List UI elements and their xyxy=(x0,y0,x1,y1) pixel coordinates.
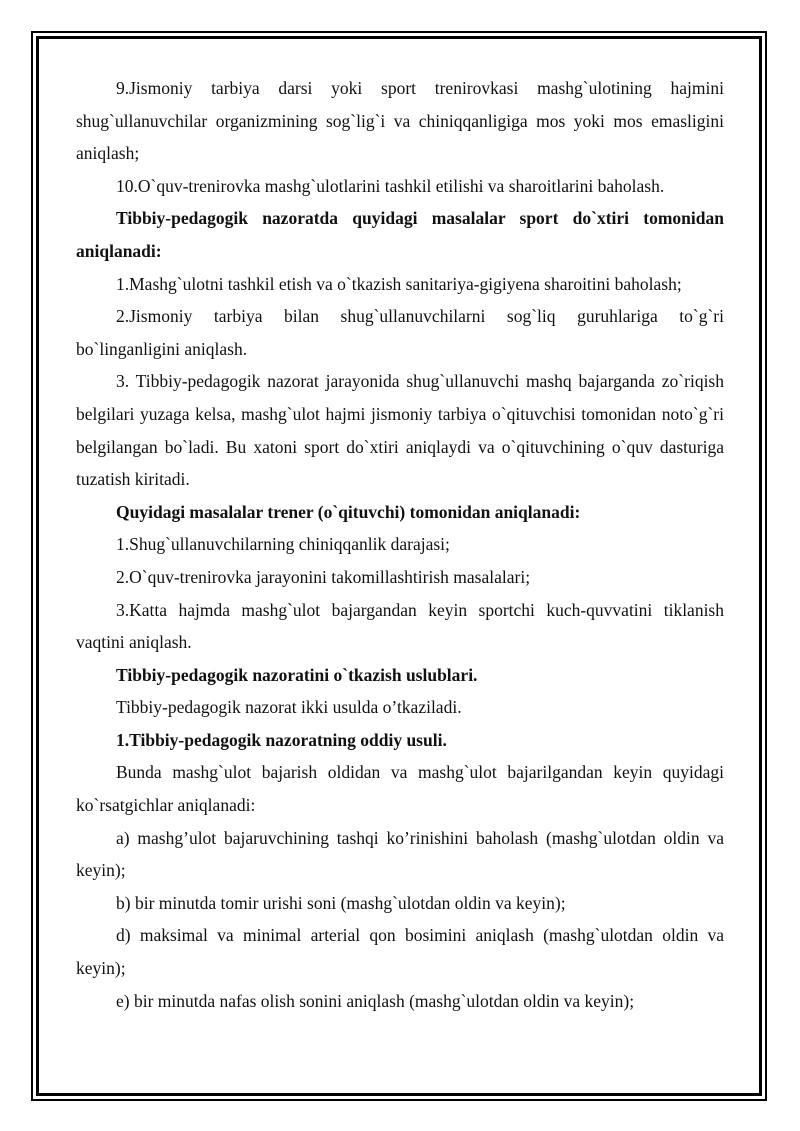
paragraph-indicator-a: a) mashg’ulot bajaruvchining tashqi ko’rinishini baholash (mashg`ulotdan oldin va keyin); xyxy=(76,827,724,881)
paragraph-indicator-e: e) bir minutda nafas olish sonini aniqlash (mashg`ulotdan oldin va keyin); xyxy=(116,990,635,1011)
paragraph-item-9: 9.Jismoniy tarbiya darsi yoki sport trenirovkasi mashg`ulotining hajmini shug`ullanuvchilar organizmining sog`lig`i va chiniqqanligiga mos yoki mos emasligini aniqlash; xyxy=(76,78,724,164)
paragraph-trainer-task-3: 3.Katta hajmda mashg`ulot bajargandan keyin sportchi kuch-quvvatini tiklanish vaqtini aniqlash. xyxy=(76,599,724,653)
section-heading-doctor-tasks: Tibbiy-pedagogik nazoratda quyidagi masalalar sport do`xtiri tomonidan aniqlanadi: xyxy=(76,208,724,261)
document-body xyxy=(76,72,724,1017)
paragraph-doctor-task-2: 2.Jismoniy tarbiya bilan shug`ullanuvchilarni sog`liq guruhlariga to`g`ri bo`linganligini aniqlash. xyxy=(76,306,724,359)
paragraph-indicator-d: d) maksimal va minimal arterial qon bosimini aniqlash (mashg`ulotdan oldin va keyin); xyxy=(76,925,724,979)
paragraph-indicator-b: b) bir minutda tomir urishi soni (mashg`ulotdan oldin va keyin); xyxy=(116,892,566,913)
paragraph-item-10: 10.O`quv-trenirovka mashg`ulotlarini tashkil etilishi va sharoitlarini baholash. xyxy=(116,175,665,196)
section-heading-methods: Tibbiy-pedagogik nazoratini o`tkazish uslublari. xyxy=(116,664,478,685)
paragraph-doctor-task-1: 1.Mashg`ulotni tashkil etish va o`tkazish sanitariya-gigiyena sharoitini baholash; xyxy=(116,273,682,294)
paragraph-trainer-task-2: 2.O`quv-trenirovka jarayonini takomillashtirish masalalari; xyxy=(116,566,531,587)
paragraph-methods-intro: Tibbiy-pedagogik nazorat ikki usulda o’tkaziladi. xyxy=(116,697,462,718)
section-heading-trainer-tasks: Quyidagi masalalar trener (o`qituvchi) tomonidan aniqlanadi: xyxy=(116,501,581,522)
paragraph-doctor-task-3: 3. Tibbiy-pedagogik nazorat jarayonida shug`ullanuvchi mashq bajarganda zo`riqish belgilari yuzaga kelsa, mashg`ulot hajmi jismoniy tarbiya o`qituvchisi tomonidan noto`g`ri belgilangan bo`ladi. Bu xatoni sport do`xtiri aniqlaydi va o`qituvchining o`quv dasturiga tuzatish kiritadi. xyxy=(76,371,724,490)
paragraph-simple-method-intro: Bunda mashg`ulot bajarish oldidan va mashg`ulot bajarilgandan keyin quyidagi ko`rsatgichlar aniqlanadi: xyxy=(76,762,724,816)
paragraph-trainer-task-1: 1.Shug`ullanuvchilarning chiniqqanlik darajasi; xyxy=(116,534,450,555)
section-heading-simple-method: 1.Tibbiy-pedagogik nazoratning oddiy usuli. xyxy=(116,729,447,750)
